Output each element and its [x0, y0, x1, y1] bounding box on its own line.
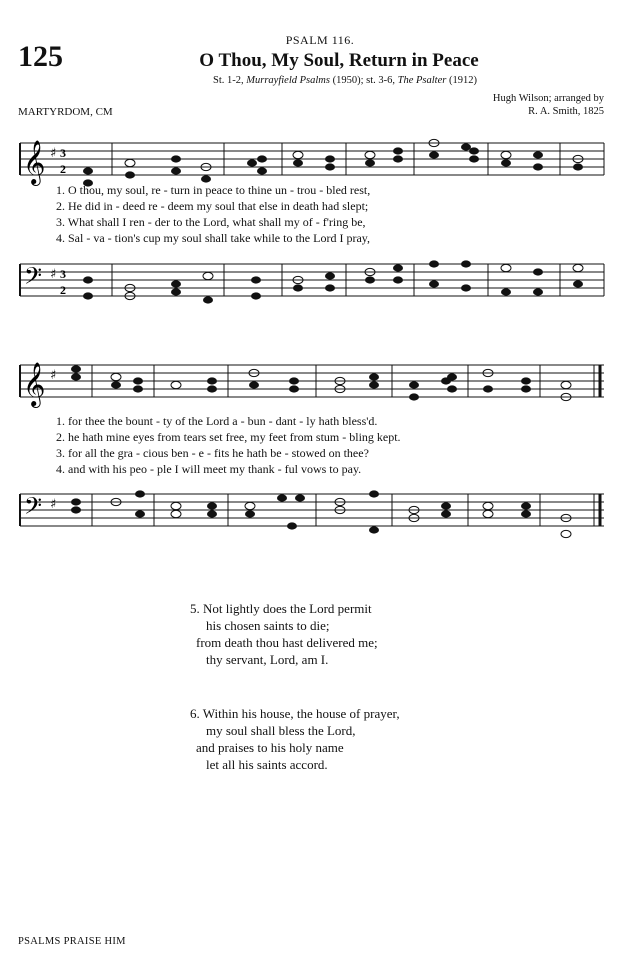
- composer-credit: [493, 92, 604, 118]
- lyric-line-1-2: 2. He did in - deed re - deem my soul that else in death had slept;: [56, 199, 369, 213]
- verse-5-line-4: thy servant, Lord, am I.: [206, 652, 329, 667]
- lyric-line-2-1: 1. for thee the bount - ty of the Lord a - bun - dant - ly hath bless'd.: [56, 414, 378, 428]
- lyric-line-2-3: 3. for all the gra - cious ben - e - fits he hath be - stowed on thee?: [56, 446, 369, 460]
- credit-mid: (1950); st. 3-6,: [329, 75, 398, 86]
- verse-5-line-2: his chosen saints to die;: [206, 618, 330, 633]
- verse-5-line-3: from death thou hast delivered me;: [196, 635, 378, 650]
- bass-staff-system-1: [0, 254, 640, 314]
- bass-clef-icon: 𝄢: [24, 492, 43, 525]
- tune-name: MARTYRDOM, CM: [18, 106, 113, 118]
- footer-book-title: PSALMS PRAISE HIM: [18, 936, 126, 947]
- bass-staff-system-2: [0, 484, 640, 544]
- lyric-line-2-2: 2. he hath mine eyes from tears set free, my feet from stum - bling kept.: [56, 430, 401, 444]
- lyric-line-2-4: 4. and with his peo - ple I will meet my thank - ful vows to pay.: [56, 462, 362, 476]
- treble-clef-icon: 𝄞: [23, 362, 46, 406]
- svg-text:3: 3: [60, 267, 66, 281]
- credit-source-2: The Psalter: [397, 75, 447, 86]
- svg-text:♯: ♯: [50, 497, 57, 512]
- svg-text:2: 2: [60, 283, 66, 297]
- verse-6-line-1: 6. Within his house, the house of prayer,: [190, 706, 400, 721]
- verse-6-line-4: let all his saints accord.: [206, 757, 328, 772]
- svg-text:♯: ♯: [50, 267, 57, 282]
- svg-text:♯: ♯: [50, 368, 57, 383]
- verse-6: [190, 705, 400, 773]
- credit-source-1: Murrayfield Psalms: [246, 75, 330, 86]
- hymn-number: 125: [18, 40, 63, 73]
- verse-5: [190, 600, 378, 668]
- svg-text:♯: ♯: [50, 146, 57, 161]
- composer-line-1: Hugh Wilson; arranged by: [492, 93, 604, 104]
- verse-5-line-1: 5. Not lightly does the Lord permit: [190, 601, 372, 616]
- credit-pre: St. 1-2,: [213, 75, 247, 86]
- psalm-reference: PSALM 116.: [285, 33, 355, 47]
- verse-6-line-3: and praises to his holy name: [196, 740, 344, 755]
- verse-6-line-2: my soul shall bless the Lord,: [206, 723, 356, 738]
- treble-clef-icon: 𝄞: [23, 140, 46, 184]
- treble-staff-system-2: [0, 357, 640, 417]
- bass-clef-icon: 𝄢: [24, 262, 43, 295]
- composer-line-2: R. A. Smith, 1825: [528, 106, 604, 117]
- svg-text:3: 3: [60, 146, 66, 160]
- text-credits: [0, 75, 640, 86]
- lyric-line-1-1: 1. O thou, my soul, re - turn in peace to thine un - trou - bled rest,: [56, 183, 371, 197]
- lyric-line-1-4: 4. Sal - va - tion's cup my soul shall take while to the Lord I pray,: [56, 231, 370, 245]
- svg-text:2: 2: [60, 162, 66, 176]
- hymn-title: O Thou, My Soul, Return in Peace: [199, 50, 479, 71]
- credit-post: (1912): [446, 75, 477, 86]
- lyric-line-1-3: 3. What shall I ren - der to the Lord, what shall my of - f'ring be,: [56, 215, 366, 229]
